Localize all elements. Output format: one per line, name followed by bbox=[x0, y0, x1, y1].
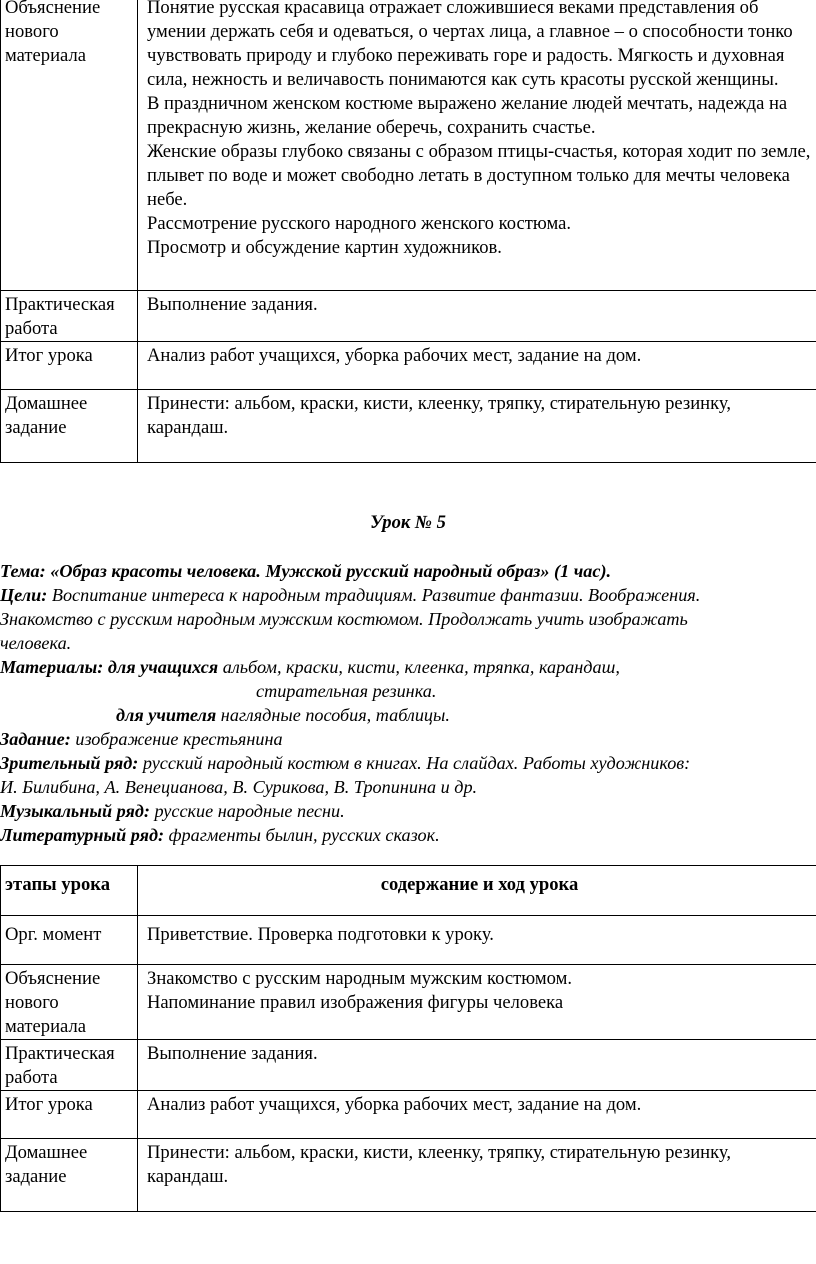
topic-text: «Образ красоты человека. Мужской русский народный образ» (1 час). bbox=[45, 561, 612, 581]
content-paragraph: Понятие русская красавица отражает сложившиеся веками представления об умении держать себя и одеваться, о чертах лица, а главное – о способности тонко чувствовать природу и глубоко переживать горе и радость. Мягкость и духовная сила, нежность и величавость понимаются как суть красоты русской женщины. bbox=[147, 0, 793, 90]
table-row bbox=[1, 1091, 816, 1139]
lesson-music-row: Музыкальный ряд: русские народные песни. bbox=[0, 801, 345, 821]
stage-cell: Домашнее задание bbox=[1, 1139, 138, 1212]
content-paragraph: Рассмотрение русского народного женского костюма. bbox=[147, 213, 572, 234]
lesson-task: Задание: изображение крестьянина bbox=[0, 729, 283, 749]
content-paragraph: Выполнение задания. bbox=[147, 293, 318, 315]
content-cell bbox=[138, 1040, 816, 1091]
table-row bbox=[1, 916, 816, 965]
stage-cell: Итог урока bbox=[1, 1091, 138, 1139]
lesson-goals: Цели: Воспитание интереса к народным традициям. Развитие фантазии. Воображения. bbox=[0, 585, 701, 605]
table-row bbox=[1, 290, 816, 341]
lesson-topic bbox=[0, 559, 611, 583]
visual-label: Зрительный ряд: bbox=[0, 753, 139, 773]
table-row bbox=[1, 0, 816, 290]
table-header-row bbox=[1, 866, 816, 916]
content-paragraph: Приветствие. Проверка подготовки к уроку. bbox=[147, 924, 494, 945]
content-paragraph: Анализ работ учащихся, уборка рабочих мест, задание на дом. bbox=[147, 344, 642, 366]
content-cell bbox=[138, 389, 816, 462]
table-row bbox=[1, 341, 816, 389]
stage-cell: Практическая работа bbox=[1, 290, 138, 341]
lesson-literary-row: Литературный ряд: фрагменты былин, русских сказок. bbox=[0, 825, 440, 845]
content-paragraph: Знакомство с русским народным мужским костюмом. bbox=[147, 968, 573, 989]
stage-cell: Итог урока bbox=[1, 341, 138, 389]
music-label: Музыкальный ряд: bbox=[0, 801, 150, 821]
lesson-goals-line: человека. bbox=[0, 633, 72, 653]
content-paragraph: Анализ работ учащихся, уборка рабочих мест, задание на дом. bbox=[147, 1094, 642, 1115]
table-row bbox=[1, 389, 816, 462]
lesson-plan-table bbox=[0, 865, 816, 1212]
content-cell bbox=[138, 965, 816, 1040]
content-paragraph: Принести: альбом, краски, кисти, клеенку, тряпку, стирательную резинку, карандаш. bbox=[147, 1142, 731, 1187]
stage-cell: Орг. момент bbox=[1, 916, 138, 965]
content-paragraph: Выполнение задания. bbox=[147, 1043, 318, 1064]
content-cell bbox=[138, 1139, 816, 1212]
content-cell bbox=[138, 290, 816, 341]
lesson-materials: Материалы: для учащихся альбом, краски, кисти, клеенка, тряпка, карандаш, bbox=[0, 657, 620, 677]
topic-label: Тема: bbox=[0, 561, 46, 581]
content-paragraph: Напоминание правил изображения фигуры человека bbox=[147, 992, 564, 1013]
table-row bbox=[1, 965, 816, 1040]
stage-cell: Практическая работа bbox=[1, 1040, 138, 1091]
content-cell bbox=[138, 0, 816, 290]
materials-teacher: для учителя наглядные пособия, таблицы. bbox=[116, 705, 450, 725]
literary-label: Литературный ряд: bbox=[0, 825, 165, 845]
column-header-stages: этапы урока bbox=[1, 866, 138, 916]
content-cell bbox=[138, 1091, 816, 1139]
stage-cell: Домашнее задание bbox=[1, 389, 138, 462]
task-label: Задание: bbox=[0, 729, 71, 749]
lesson-goals-line: Знакомство с русским народным мужским костюмом. Продолжать учить изображать bbox=[0, 609, 688, 629]
materials-teacher-label: для учителя bbox=[116, 705, 217, 725]
table-row bbox=[1, 1139, 816, 1212]
lesson-title: Урок № 5 bbox=[370, 512, 446, 533]
content-cell bbox=[138, 916, 816, 965]
stage-cell: Объяснение нового материала bbox=[1, 0, 138, 290]
materials-students-line: стирательная резинка. bbox=[256, 681, 437, 701]
content-paragraph: Просмотр и обсуждение картин художников. bbox=[147, 237, 502, 258]
table-row bbox=[1, 1040, 816, 1091]
lesson-table-continued bbox=[0, 0, 816, 463]
materials-label: Материалы: для учащихся bbox=[0, 657, 219, 677]
content-paragraph: Женские образы глубоко связаны с образом птицы-счастья, которая ходит по земле, плывет по воде и может свободно летать в доступном только для мечты человека небе. bbox=[147, 141, 811, 210]
content-cell bbox=[138, 341, 816, 389]
stage-cell: Объяснение нового материала bbox=[1, 965, 138, 1040]
content-paragraph: Принести: альбом, краски, кисти, клеенку, тряпку, стирательную резинку, карандаш. bbox=[147, 392, 731, 438]
column-header-content: содержание и ход урока bbox=[138, 866, 816, 916]
goals-label: Цели: bbox=[0, 585, 48, 605]
lesson-visual-row: Зрительный ряд: русский народный костюм в книгах. На слайдах. Работы художников: bbox=[0, 753, 691, 773]
visual-row-line: И. Билибина, А. Венецианова, В. Сурикова, В. Тропинина и др. bbox=[0, 777, 478, 797]
content-paragraph: В праздничном женском костюме выражено желание людей мечтать, надежда на прекрасную жизнь, желание оберечь, сохранить счастье. bbox=[147, 93, 788, 138]
